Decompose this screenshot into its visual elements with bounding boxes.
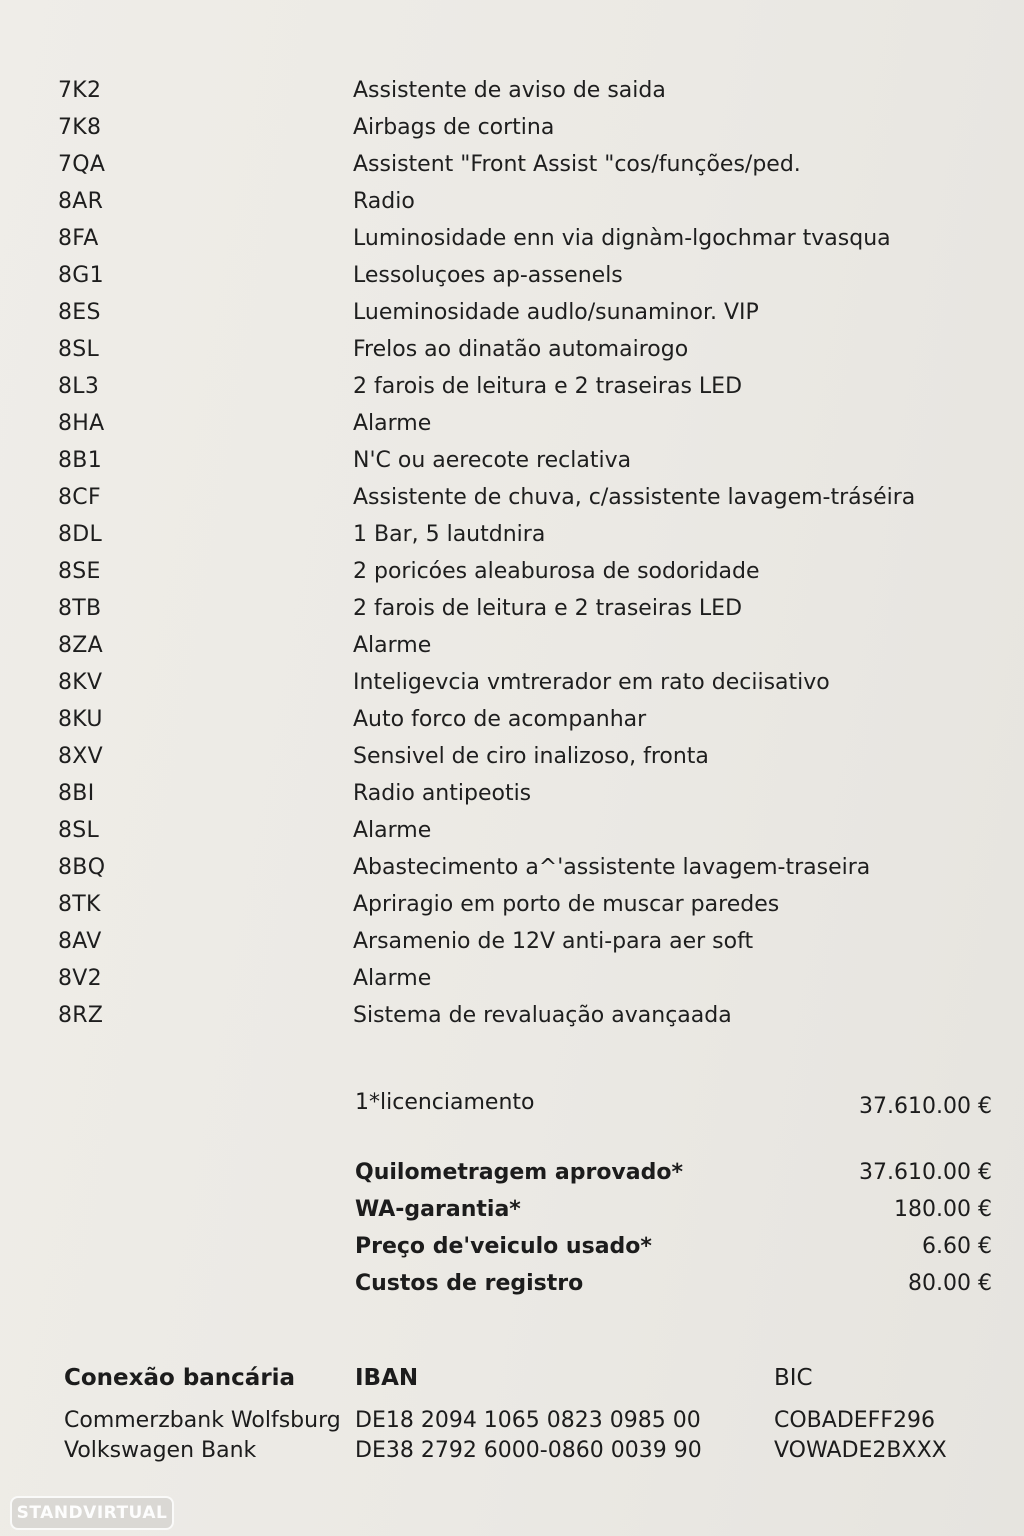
option-code: 8RZ <box>58 1003 104 1028</box>
cost-amount: 80.00 € <box>908 1271 992 1296</box>
option-description: Sistema de revaluação avançaada <box>353 1003 732 1028</box>
option-row <box>0 670 1024 707</box>
option-description: N'C ou aerecote reclativa <box>353 448 632 473</box>
option-code: 8KV <box>58 670 103 695</box>
option-code: 8DL <box>58 522 103 547</box>
option-description: Assistente de aviso de saida <box>353 78 666 103</box>
license-amount: 37.610.00 € <box>859 1094 992 1119</box>
cost-amount: 37.610.00 € <box>859 1160 992 1185</box>
option-row <box>0 152 1024 189</box>
option-code: 8HA <box>58 411 105 436</box>
option-row <box>0 522 1024 559</box>
cost-amount: 6.60 € <box>922 1234 992 1259</box>
option-row <box>0 1003 1024 1040</box>
option-code: 8TB <box>58 596 102 621</box>
option-code: 8G1 <box>58 263 104 288</box>
option-row <box>0 448 1024 485</box>
option-description: 2 poricóes aleaburosa de sodoridade <box>353 559 760 584</box>
option-row <box>0 115 1024 152</box>
iban-value: DE18 2094 1065 0823 0985 00 <box>355 1408 701 1433</box>
cost-label: Custos de registro <box>355 1271 584 1296</box>
option-row <box>0 559 1024 596</box>
option-description: Arsamenio de 12V anti-para aer soft <box>353 929 754 954</box>
option-description: Lueminosidade audlo/sunaminor. VIP <box>353 300 759 325</box>
option-code: 7K8 <box>58 115 102 140</box>
option-row <box>0 707 1024 744</box>
option-code: 8B1 <box>58 448 102 473</box>
option-row <box>0 892 1024 929</box>
option-row <box>0 929 1024 966</box>
option-code: 8AR <box>58 189 104 214</box>
standvirtual-watermark: STANDVIRTUAL <box>10 1496 174 1530</box>
option-row <box>0 596 1024 633</box>
option-code: 8ZA <box>58 633 104 658</box>
option-description: Radio <box>353 189 415 214</box>
option-description: Frelos ao dinatão automairogo <box>353 337 689 362</box>
option-description: Airbags de cortina <box>353 115 555 140</box>
option-description: 2 farois de leitura e 2 traseiras LED <box>353 596 743 621</box>
bank-heading: Conexão bancária <box>64 1365 296 1391</box>
option-description: Abastecimento a^'assistente lavagem-traseira <box>353 855 871 880</box>
option-description: 1 Bar, 5 lautdnira <box>353 522 546 547</box>
option-description: Inteligevcia vmtrerador em rato deciisativo <box>353 670 830 695</box>
option-row <box>0 300 1024 337</box>
option-description: Assistent "Front Assist "cos/funções/ped. <box>353 152 801 177</box>
option-description: Assistente de chuva, c/assistente lavagem-tráséira <box>353 485 916 510</box>
option-code: 7QA <box>58 152 106 177</box>
option-row <box>0 744 1024 781</box>
option-row <box>0 374 1024 411</box>
options-list <box>0 78 1024 1040</box>
option-description: Alarme <box>353 411 432 436</box>
option-description: Alarme <box>353 633 432 658</box>
cost-label: Preço de'veiculo usado* <box>355 1234 652 1259</box>
option-description: Apriragio em porto de muscar paredes <box>353 892 780 917</box>
option-code: 8ES <box>58 300 101 325</box>
iban-heading: IBAN <box>355 1365 419 1391</box>
cost-label: Quilometragem aprovado* <box>355 1160 683 1185</box>
option-description: 2 farois de leitura e 2 traseiras LED <box>353 374 743 399</box>
option-row <box>0 78 1024 115</box>
cost-row <box>0 1197 1024 1234</box>
option-code: 8XV <box>58 744 104 769</box>
cost-row <box>0 1271 1024 1308</box>
option-code: 8FA <box>58 226 99 251</box>
option-description: Luminosidade enn via dignàm-lgochmar tvasqua <box>353 226 891 251</box>
option-description: Lessoluçoes ap-assenels <box>353 263 623 288</box>
option-code: 8BQ <box>58 855 106 880</box>
bic-value: COBADEFF296 <box>774 1408 935 1433</box>
option-row <box>0 781 1024 818</box>
option-row <box>0 633 1024 670</box>
option-code: 8CF <box>58 485 101 510</box>
option-code: 8TK <box>58 892 101 917</box>
iban-value: DE38 2792 6000-0860 0039 90 <box>355 1438 702 1463</box>
option-description: Radio antipeotis <box>353 781 532 806</box>
option-row <box>0 485 1024 522</box>
option-code: 8L3 <box>58 374 100 399</box>
option-code: 8SL <box>58 337 100 362</box>
option-code: 8BI <box>58 781 95 806</box>
cost-label: WA-garantia* <box>355 1197 521 1222</box>
cost-row <box>0 1160 1024 1197</box>
option-row <box>0 337 1024 374</box>
cost-summary <box>0 1160 1024 1308</box>
option-description: Alarme <box>353 966 432 991</box>
option-code: 8AV <box>58 929 102 954</box>
option-code: 8V2 <box>58 966 102 991</box>
option-row <box>0 966 1024 1003</box>
option-code: 8SL <box>58 818 100 843</box>
option-row <box>0 855 1024 892</box>
bank-name: Volkswagen Bank <box>64 1438 257 1463</box>
bic-heading: BIC <box>774 1365 813 1391</box>
cost-row <box>0 1234 1024 1271</box>
option-row <box>0 263 1024 300</box>
cost-amount: 180.00 € <box>894 1197 992 1222</box>
bic-value: VOWADE2BXXX <box>774 1438 947 1463</box>
option-row <box>0 818 1024 855</box>
option-row <box>0 411 1024 448</box>
option-description: Auto forco de acompanhar <box>353 707 647 732</box>
option-description: Sensivel de ciro inalizoso, fronta <box>353 744 709 769</box>
license-label: 1*licenciamento <box>355 1090 535 1115</box>
option-code: 7K2 <box>58 78 102 103</box>
option-code: 8SE <box>58 559 101 584</box>
option-description: Alarme <box>353 818 432 843</box>
bank-name: Commerzbank Wolfsburg <box>64 1408 341 1433</box>
license-row <box>0 1088 1024 1122</box>
option-code: 8KU <box>58 707 103 732</box>
option-row <box>0 226 1024 263</box>
option-row <box>0 189 1024 226</box>
